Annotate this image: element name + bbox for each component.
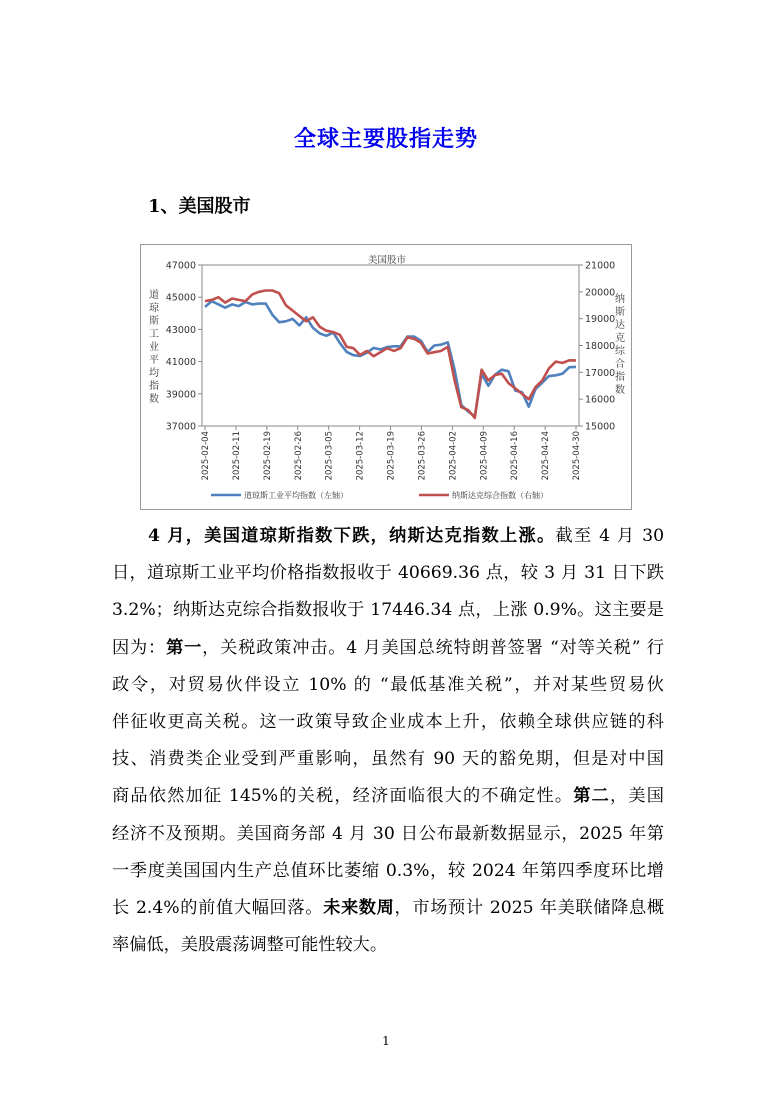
y-left-tick-label: 39000: [165, 389, 196, 401]
section-heading: 1、美国股市: [148, 196, 251, 217]
y-right-tick-label: 15000: [585, 421, 616, 433]
text-run: 因为：: [112, 637, 167, 658]
x-tick-label: 2025-04-09: [479, 431, 490, 481]
y-left-tick-label: 43000: [165, 324, 196, 336]
y-right-tick-label: 16000: [585, 394, 616, 406]
x-tick-label: 2025-04-16: [510, 431, 521, 481]
paragraph-line: [112, 630, 664, 667]
bold-text: 未来数周: [323, 897, 395, 918]
y-right-tick-label: 17000: [585, 367, 616, 379]
chart-title: 美国股市: [367, 255, 407, 266]
text-run: 政令，对贸易伙伴设立 10% 的 “最低基准关税”，并对某些贸易伙: [112, 674, 664, 695]
x-tick-label: 2025-03-12: [355, 431, 366, 481]
paragraph-line: [112, 741, 664, 778]
text-run: ，市场预计 2025 年美联储降息概: [394, 897, 665, 918]
y-left-tick-label: 45000: [165, 292, 196, 304]
y-right-tick-label: 19000: [585, 314, 616, 326]
y-right-tick-label: 18000: [585, 341, 616, 352]
x-tick-label: 2025-04-24: [541, 431, 552, 481]
paragraph-line: [112, 816, 664, 853]
y-left-tick-label: 37000: [165, 421, 196, 433]
x-tick-label: 2025-02-04: [201, 431, 211, 481]
text-run: 技、消费类企业受到严重影响，虽然有 90 天的豁免期，但是对中国: [112, 749, 664, 770]
paragraph-line: [112, 667, 664, 704]
y-right-tick-label: 21000: [585, 260, 616, 272]
chart-canvas: [141, 245, 633, 511]
page-number: 1: [382, 1034, 390, 1048]
x-tick-label: 2025-03-05: [324, 431, 335, 481]
x-tick-label: 2025-02-11: [231, 431, 242, 481]
x-tick-label: 2025-03-19: [386, 431, 397, 481]
text-run: 伴征收更高关税。这一政策导致企业成本上升，依赖全球供应链的科: [112, 711, 664, 732]
x-tick-label: 2025-02-26: [293, 431, 304, 481]
bold-text: 第一: [166, 637, 203, 658]
paragraph-line: [112, 778, 664, 815]
paragraph-line: [112, 890, 664, 927]
text-run: ，关税政策冲击。4 月美国总统特朗普签署 “对等关税” 行: [202, 637, 664, 658]
text-run: ，美国: [610, 786, 664, 807]
y-left-tick-label: 47000: [165, 260, 196, 272]
text-run: 一季度美国国内生产总值环比萎缩 0.3%，较 2024 年第四季度环比增: [112, 860, 664, 881]
dow-jones-line: [205, 301, 576, 416]
nasdaq-line: [205, 291, 576, 418]
y-right-tick-label: 20000: [585, 287, 616, 299]
y-left-axis-title: 道琼斯工业平均指数: [149, 290, 159, 405]
paragraph-line: [112, 927, 664, 964]
paragraph-line: [112, 704, 664, 741]
x-tick-label: 2025-03-26: [417, 431, 428, 481]
bold-text: 4 月，美国道琼斯指数下跌，纳斯达克指数上涨。: [148, 526, 556, 546]
text-run: 长 2.4%的前值大幅回落。: [112, 897, 324, 918]
text-run: 截至 4 月 30: [555, 526, 664, 546]
text-run: 日，道琼斯工业平均价格指数报收于 40669.36 点，较 3 月 31 日下跌: [112, 563, 664, 584]
us-stock-chart: [140, 244, 632, 510]
page-title: 全球主要股指走势: [293, 126, 478, 152]
legend-label: 纳斯达克综合指数（右轴）: [452, 491, 548, 500]
x-tick-label: 2025-02-19: [262, 431, 273, 481]
x-tick-label: 2025-04-02: [448, 431, 459, 481]
bold-text: 第二: [573, 786, 611, 807]
paragraph-line: [112, 853, 664, 890]
text-run: 3.2%；纳斯达克综合指数报收于 17446.34 点，上涨 0.9%。这主要是: [112, 600, 664, 621]
text-run: 商品依然加征 145%的关税，经济面临很大的不确定性。: [112, 786, 574, 807]
y-right-axis-title: 纳斯达克综合指数: [615, 294, 625, 396]
paragraph-line: [112, 518, 664, 555]
paragraph-line: [112, 555, 664, 592]
x-tick-label: 2025-04-30: [572, 431, 582, 481]
analysis-paragraph: [112, 518, 664, 964]
legend-label: 道琼斯工业平均指数（左轴）: [244, 491, 348, 500]
y-left-tick-label: 41000: [165, 357, 196, 369]
text-run: 率偏低，美股震荡调整可能性较大。: [112, 935, 388, 956]
text-run: 经济不及预期。美国商务部 4 月 30 日公布最新数据显示，2025 年第: [112, 823, 664, 844]
paragraph-line: [112, 592, 664, 629]
